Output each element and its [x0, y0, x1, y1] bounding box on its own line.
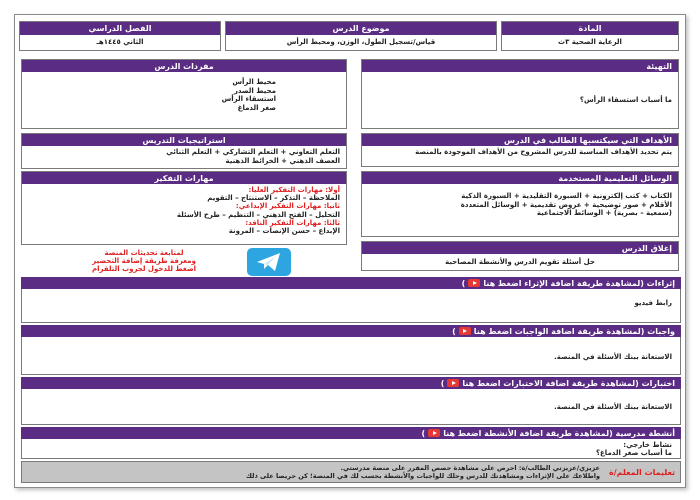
warmup-box [361, 59, 679, 129]
lesson-plan-sheet [14, 14, 686, 488]
homework-title: واجبات (لمشاهدة طريقة اضافة الواجبات اضغط هنا [473, 326, 675, 336]
enrichment-text: رابط فيديو [634, 299, 672, 307]
strategies-line-1: التعلم التعاوني + التعلم التشاركي + التعلم الثنائي [166, 148, 340, 156]
teacher-notes-label: تعليمات المعلم/ة [608, 467, 676, 477]
topic-label: موضوع الدرس [226, 22, 496, 35]
thinking-box [21, 171, 347, 245]
enrichment-header[interactable]: إثراءات (لمشاهدة طريقة اضافة الإثراء اضغط هنا ) [21, 277, 681, 289]
activities-body [21, 439, 681, 459]
subject-label: المادة [502, 22, 678, 35]
topic-value: قياس/تسجيل الطول، الوزن، ومحيط الرأس [286, 38, 436, 46]
strategies-title: استراتيجيات التدريس [22, 134, 346, 146]
homework-header[interactable]: واجبات (لمشاهدة طريقة اضافة الواجبات اضغط هنا ) [21, 325, 681, 337]
telegram-banner[interactable] [21, 247, 347, 277]
enrichment-body [21, 289, 681, 323]
vocabulary-item: صغر الدماغ [237, 103, 276, 112]
telegram-line-3: اضغط للدخول لجروب التلقرام [91, 265, 197, 273]
thinking-text-1: الملاحظة – التذكر – الاستنتاج – التقويم [207, 194, 340, 203]
strategies-line-2: العصف الذهني + الخرائط الذهنية [225, 156, 340, 165]
homework-text: الاستعانة ببنك الأسئلة في المنصة. [554, 353, 672, 361]
topic-cell [225, 21, 497, 51]
vocabulary-item: استسقاء الرأس [221, 95, 276, 103]
vocabulary-box [21, 59, 347, 129]
thinking-heading-1: أولا: مهارات التفكير العليا: [248, 186, 340, 194]
thinking-heading-3: ثالثا: مهارات التفكير الناقد: [245, 218, 340, 227]
closing-title: إغلاق الدرس [362, 242, 678, 254]
activities-title: أنشطة مدرسية (لمشاهدة طريقة اضافة الأنشطة اضغط هنا [443, 428, 675, 438]
term-label: الفصل الدراسي [20, 22, 220, 35]
media-line-1: الكتاب + كتب إلكترونية + السبورة التقليدية + السبورة الذكية [461, 192, 672, 200]
warmup-title: التهيئة [362, 60, 678, 72]
activities-header[interactable]: أنشطة مدرسية (لمشاهدة طريقة اضافة الأنشطة اضغط هنا ) [21, 427, 681, 439]
tests-header[interactable]: اختبارات (لمشاهدة طريقة اضافة الاختبارات اضغط هنا ) [21, 377, 681, 389]
subject-value: الرعاية الصحية ٣ث [558, 38, 622, 46]
youtube-play-icon[interactable] [459, 327, 471, 335]
youtube-play-icon[interactable] [428, 429, 440, 437]
subject-cell [501, 21, 679, 51]
term-value: الثاني ١٤٤٥هـ [96, 38, 144, 46]
thinking-heading-2: ثانيا: مهارات التفكير الإبداعي: [235, 202, 340, 211]
warmup-text: ما أسباب استسقاء الرأس؟ [579, 96, 672, 104]
media-line-2: الأقلام + صور توضيحية + عروض تقديمية + الوسائل المتعددة [460, 200, 672, 209]
tests-title: اختبارات (لمشاهدة طريقة اضافة الاختبارات اضغط هنا [462, 378, 675, 388]
media-box [361, 171, 679, 237]
thinking-text-3: الإبداع – حسن الإنصات – المرونة [228, 227, 340, 236]
objectives-box [361, 133, 679, 167]
objectives-text: يتم تحديد الأهداف المناسبة للدرس المشروح من الأهداف الموجودة بالمنصة [415, 148, 672, 156]
closing-text: حل أسئلة تقويم الدرس والأنشطة المصاحبة [445, 258, 595, 266]
closing-box [361, 241, 679, 271]
media-title: الوسائل التعليمية المستخدمة [362, 172, 678, 184]
strategies-box [21, 133, 347, 169]
teacher-notes-row [21, 461, 681, 483]
thinking-text-2: التحليل – الفتح الذهني – التنظيم – طرح الأسئلة [176, 210, 340, 219]
vocabulary-item: محيط الرأس [232, 78, 276, 86]
telegram-line-2: ومعرفة طريقة إضافة التحضير [92, 257, 196, 265]
activities-line-1: نشاط خارجي: [623, 441, 672, 449]
teacher-notes-line-1: عزيزي/عزيزتي الطالب/ة: احرص على مشاهدة حصص المقرر على منصة مدرستي. [340, 464, 600, 472]
homework-body [21, 337, 681, 375]
enrichment-title: إثراءات (لمشاهدة طريقة اضافة الإثراء اضغط هنا [483, 278, 675, 288]
youtube-play-icon[interactable] [447, 379, 459, 387]
media-line-3: (سمعية – بصرية) + الوسائط الاجتماعية [536, 209, 672, 217]
tests-text: الاستعانة ببنك الأسئلة في المنصة. [554, 403, 672, 411]
objectives-title: الأهداف التي سيكتسبها الطالب في الدرس [362, 134, 678, 146]
teacher-notes-line-2: واطلاعك على الإثراءات ومشاهدتك للدرس وحلك للواجبات والأنشطة بحسب لك في المنصة؛ كن حريصا على ذلك [245, 472, 600, 480]
telegram-line-1: لمتابعة تحديثات المنصة [104, 249, 184, 257]
term-cell [19, 21, 221, 51]
youtube-play-icon[interactable] [468, 279, 480, 287]
thinking-title: مهارات التفكير [22, 172, 346, 184]
vocabulary-item: محيط الصدر [233, 86, 276, 95]
telegram-icon[interactable] [247, 248, 291, 276]
tests-body [21, 389, 681, 425]
activities-line-2: ما أسباب صغر الدماغ؟ [595, 449, 672, 457]
vocabulary-title: مفردات الدرس [22, 60, 346, 72]
